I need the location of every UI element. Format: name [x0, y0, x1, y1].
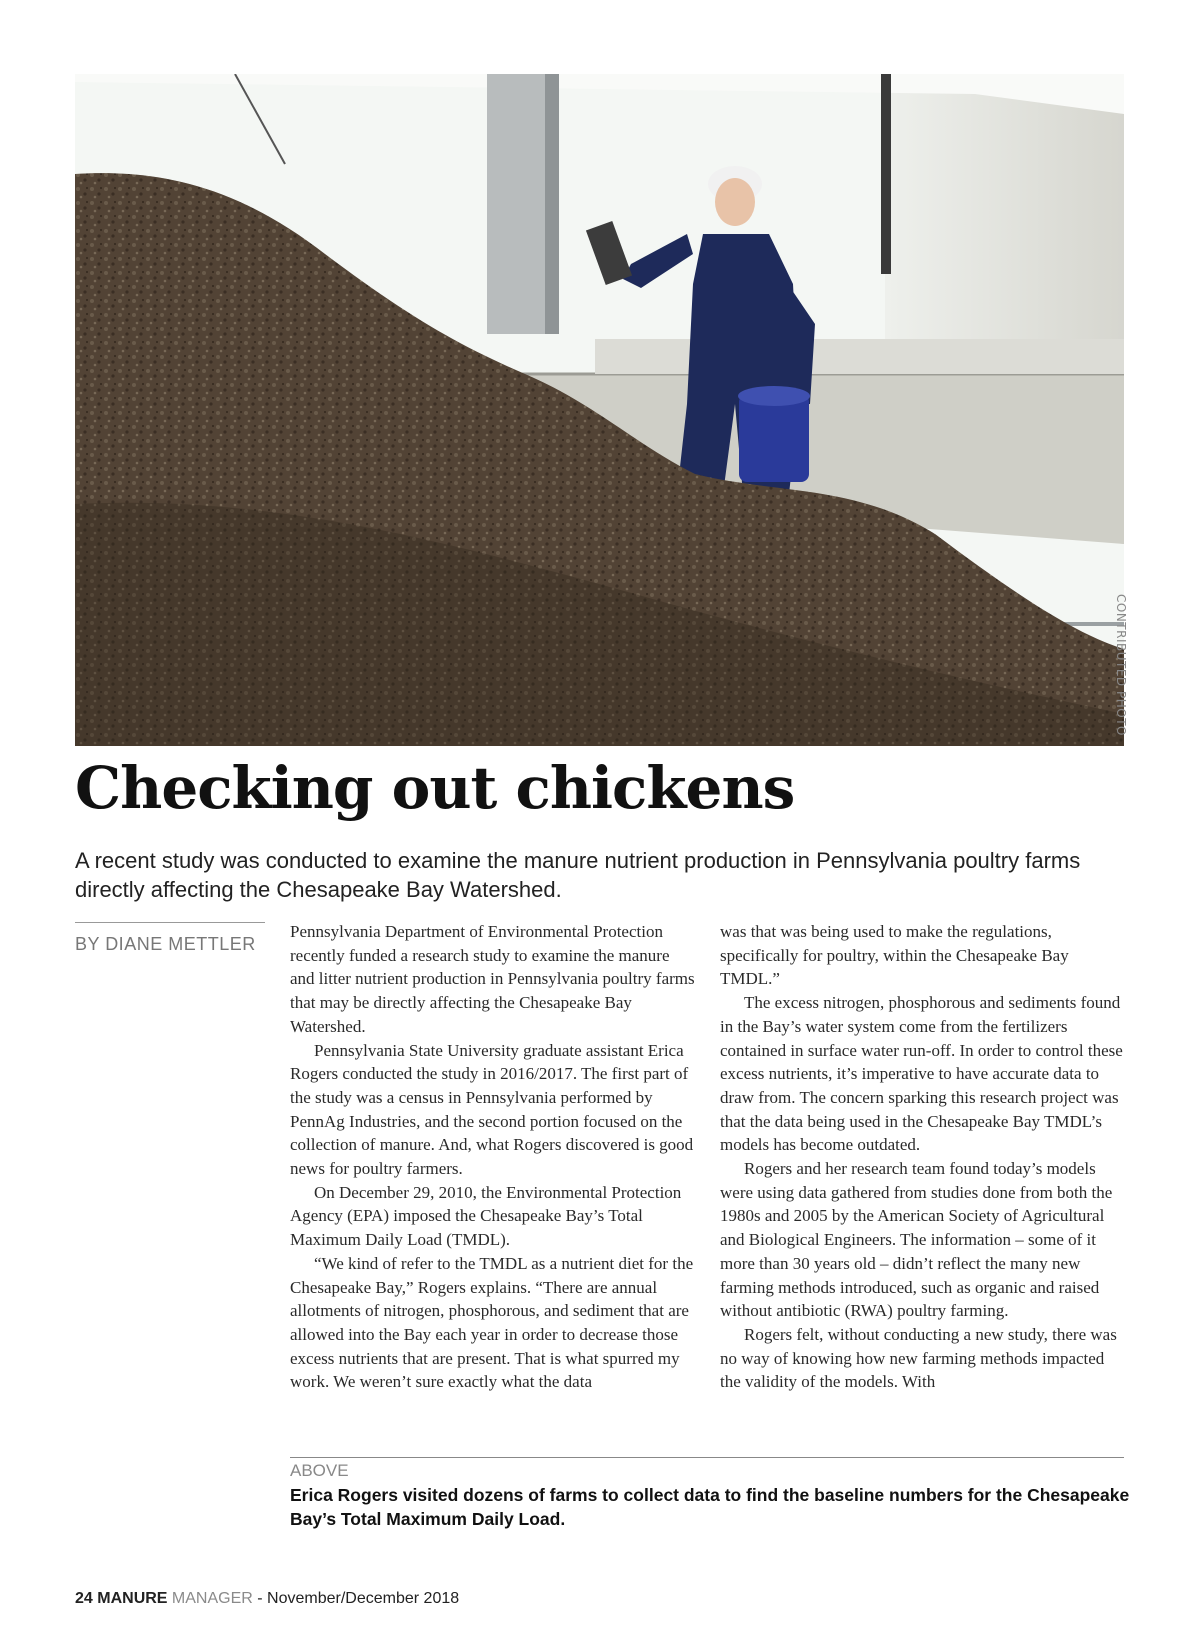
- page-number: 24: [75, 1590, 93, 1607]
- caption-text: Erica Rogers visited dozens of farms to collect data to find the baseline numbers for the Chesapeake Bay’s Total Maximum Daily Load.: [290, 1485, 1130, 1529]
- photo-credit: CONTRIBUTED PHOTO: [1114, 594, 1128, 736]
- paragraph: Rogers felt, without conducting a new study, there was no way of knowing how new farming methods impacted the validity of the models. With: [720, 1324, 1117, 1392]
- magazine-name-bold: MANURE: [97, 1590, 168, 1607]
- paragraph: Pennsylvania Department of Environmental Protection recently funded a research study to examine the manure and litter nutrient production in Pennsylvania poultry farms that may be directly affecting the Chesapeake Bay Watershed.: [290, 922, 695, 1036]
- paragraph: The excess nitrogen, phosphorous and sediments found in the Bay’s water system come from the fertilizers contained in surface water run-off. In order to control these excess nutrients, it’s imperative to have accurate data to draw from. The concern sparking this research project was that the data being used in the Chesapeake Bay TMDL’s models has become outdated.: [720, 993, 1123, 1155]
- byline-rule: [75, 922, 265, 923]
- paragraph: was that was being used to make the regulations, specifically for poultry, within the Chesapeake Bay TMDL.”: [720, 922, 1069, 989]
- caption-rule: [290, 1457, 1124, 1458]
- photo-woman-on-manure-pile: [75, 74, 1124, 746]
- headline: Checking out chickens: [75, 754, 795, 822]
- paragraph: Pennsylvania State University graduate assistant Erica Rogers conducted the study in 2016/2017. The first part of the study was a census in Pennsylvania performed by PennAg Industries, and the second portion focused on the collection of manure. And, what Rogers discovered is good news for poultry farmers.: [290, 1040, 694, 1179]
- issue-date: - November/December 2018: [257, 1590, 460, 1607]
- article-column-right: [720, 920, 1125, 1394]
- magazine-name-light: MANAGER: [171, 1590, 253, 1607]
- byline: BY DIANE METTLER: [75, 934, 256, 954]
- paragraph: Rogers and her research team found today’s models were using data gathered from studies done from both the 1980s and 2005 by the American Society of Agricultural and Biological Engineers. The information – some of it more than 30 years old – didn’t reflect the many new farming methods introduced, such as organic and raised without antibiotic (RWA) poultry farming.: [720, 1159, 1113, 1321]
- feature-photo: [75, 74, 1124, 746]
- caption-label: ABOVE: [290, 1461, 349, 1480]
- dek-summary: A recent study was conducted to examine the manure nutrient production in Pennsylvania poultry farms directly affecting the Chesapeake Bay Watershed.: [75, 848, 1081, 902]
- paragraph: On December 29, 2010, the Environmental Protection Agency (EPA) imposed the Chesapeake Bay’s Total Maximum Daily Load (TMDL).: [290, 1182, 682, 1250]
- article-column-left: [290, 920, 695, 1394]
- page-footer: [75, 1590, 459, 1608]
- paragraph: “We kind of refer to the TMDL as a nutrient diet for the Chesapeake Bay,” Rogers explains. “There are annual allotments of nitrogen, phosphorous, and sediment that are allowed into the Bay each year in order to decrease those excess nutrients that are present. That is what spurred my work. We weren’t sure exactly what the data: [290, 1253, 694, 1392]
